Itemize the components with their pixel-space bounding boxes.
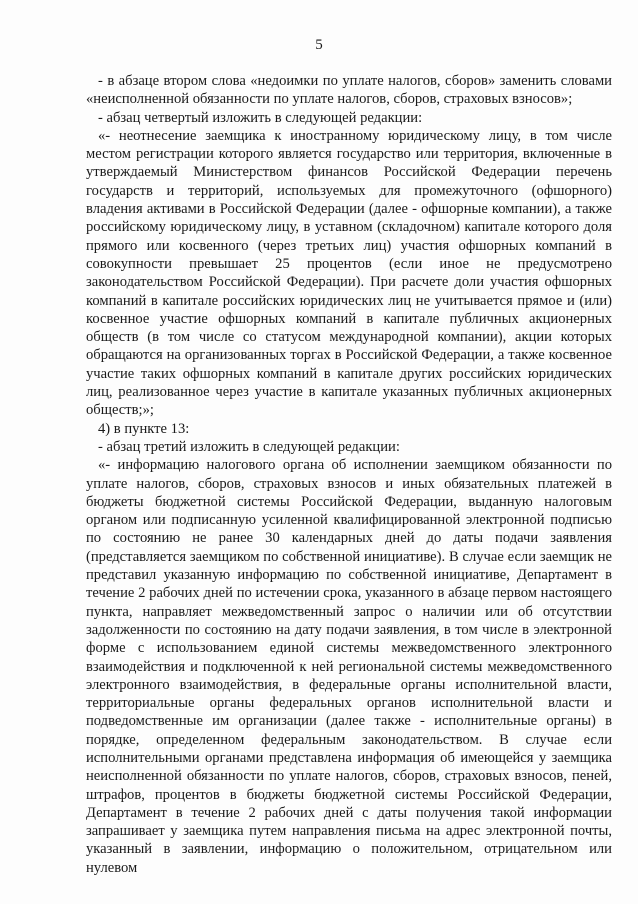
page-number: 5	[315, 37, 323, 53]
paragraph-item-13-heading: 4) в пункте 13:	[98, 420, 190, 437]
paragraph-offshore-text: «- неотнесение заемщика к иностранному юридическому лицу, в том числе местом регистрации которого является государство или территория, включенные в утверждаемый Министерством финансов Российской Федерации перечень государств и территорий, используемых для промежуточного (офшорного) владения активами в Российской Федерации (далее - офшорные компании), а также российскому юридическому лицу, в уставном (складочном) капитале которого доля прямого или косвенного (через третьих лиц) участия офшорных компаний в совокупности превышает 25 процентов (если иное не предусмотрено законодательством Российской Федерации). При расчете доли участия офшорных компаний в капитале российских юридических лиц не учитывается прямое и (или) косвенное участие офшорных компаний в капитале публичных акционерных обществ (в том числе со статусом международной компании), акции которых обращаются на организованных торгах в Российской Федерации, а также косвенное участие таких офшорных компаний в капитале других российских юридических лиц, реализованное через участие в капитале указанных публичных акционерных обществ;»;	[86, 127, 612, 419]
paragraph-tax-info-text: «- информацию налогового органа об исполнении заемщиком обязанности по уплате налогов, сборов, страховых взносов и иных обязательных платежей в бюджеты бюджетной системы Российской Федерации, выданную налоговым органом или подписанную усиленной квалифицированной электронной подписью по состоянию не ранее 30 календарных дней до даты подачи заявления (представляется заемщиком по собственной инициативе). В случае если заемщик не представил указанную информацию по собственной инициативе, Департамент в течение 2 рабочих дней по истечении срока, указанного в абзаце первом настоящего пункта, направляет межведомственный запрос о наличии или об отсутствии задолженности по состоянию на дату подачи заявления, в том числе в электронной форме с использованием единой системы межведомственного электронного взаимодействия и подключенной к ней региональной системы межведомственного электронного взаимодействия, в федеральные органы исполнительной власти, территориальные органы федеральных органов исполнительной власти и подведомственные им организации (далее также - исполнительные органы) в порядке, определенном федеральным законодательством. В случае если исполнительными органами представлена информация об имеющейся у заемщика неисполненной обязанности по уплате налогов, сборов, страховых взносов, пеней, штрафов, процентов в бюджеты бюджетной системы Российской Федерации, Департамент в течение 2 рабочих дней с даты получения такой информации запрашивает у заемщика путем направления письма на адрес электронной почты, указанный в заявлении, информацию о положительном, отрицательном или нулевом	[86, 457, 612, 876]
paragraph-abzac-3-heading: - абзац третий изложить в следующей редакции:	[98, 438, 400, 455]
document-body	[86, 72, 612, 877]
paragraph-abzac-4-heading: - абзац четвертый изложить в следующей редакции:	[98, 109, 423, 126]
paragraph-amend-abzac-2: - в абзаце втором слова «недоимки по уплате налогов, сборов» заменить словами «неисполненной обязанности по уплате налогов, сборов, страховых взносов»;	[86, 73, 612, 108]
